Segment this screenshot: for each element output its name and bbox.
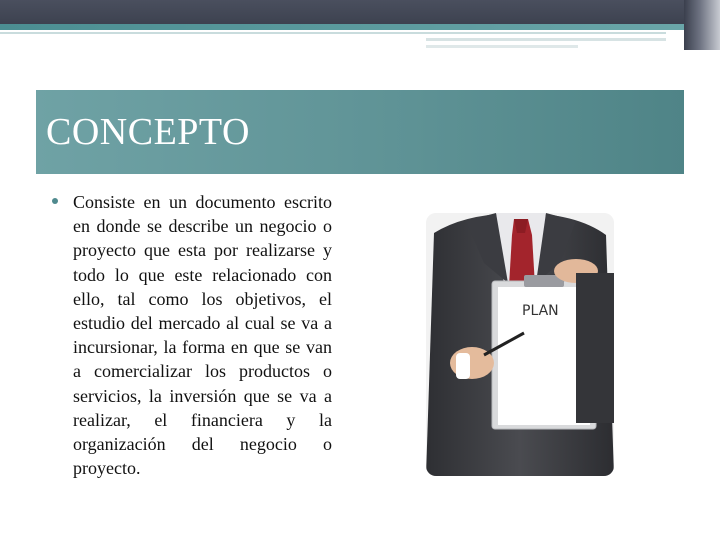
- businessman-photo: [426, 213, 614, 476]
- content-block: [52, 190, 332, 480]
- top-bar: [0, 0, 720, 24]
- decorative-line: [0, 32, 666, 34]
- bullet-icon: [52, 198, 58, 204]
- top-bar-corner: [684, 0, 720, 50]
- decorative-line: [426, 45, 578, 48]
- clipboard-label: PLAN: [522, 303, 559, 319]
- accent-stripe: [0, 24, 684, 30]
- decorative-line: [426, 38, 666, 41]
- title-band: [36, 90, 684, 174]
- body-text: Consiste en un documento escrito en donde se describe un negocio o proyecto que esta por realizarse y todo lo que este relacionado con ello, tal como los objetivos, el estudio del mercado al cual se va a incursionar, la forma en que se van a comercializar los productos o servicios, la inversión que se va a realizar, el financiera y la organización del negocio o proyecto.: [73, 192, 332, 479]
- businessman-illustration: [426, 213, 614, 476]
- slide-title: CONCEPTO: [46, 111, 250, 153]
